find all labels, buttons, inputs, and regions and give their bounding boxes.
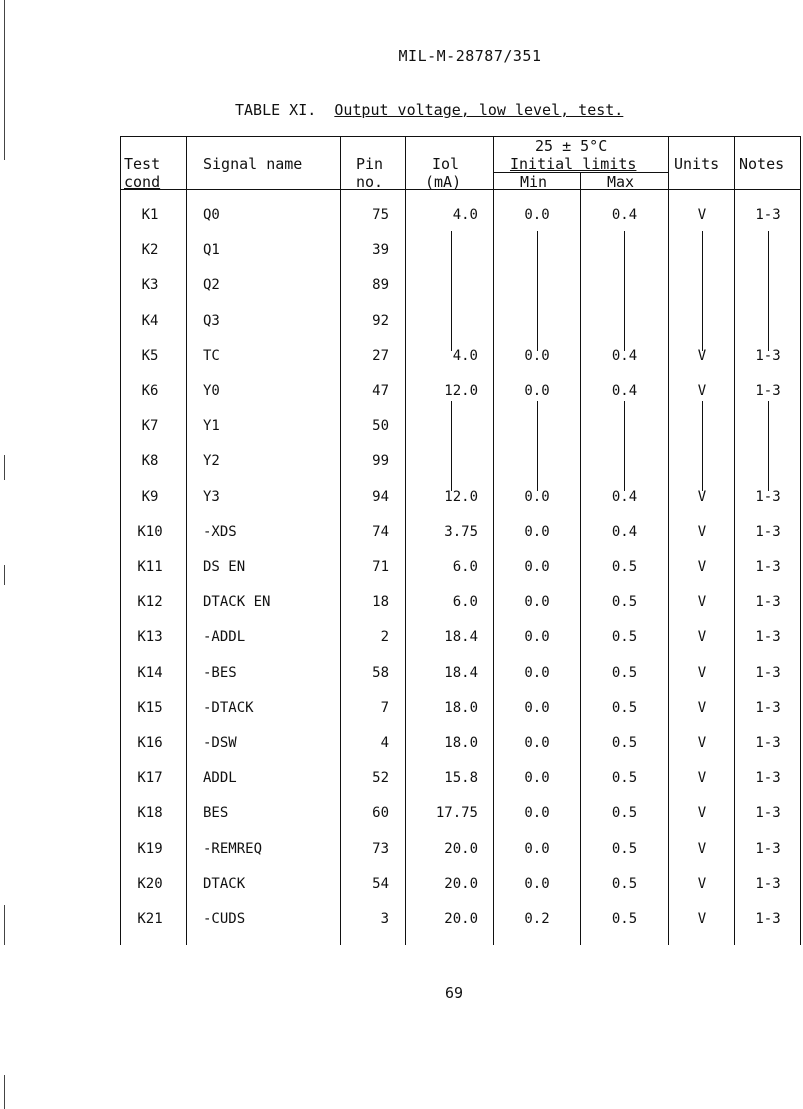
grid-line (120, 136, 121, 945)
cell-max: 0.5 (611, 700, 638, 716)
cell-max: 0.5 (611, 911, 638, 927)
cell-signal-name: -REMREQ (203, 841, 263, 857)
scan-artifact (4, 905, 5, 945)
cell-max: 0.5 (611, 770, 638, 786)
cell-signal-name: DS EN (203, 559, 246, 575)
grid-line (493, 136, 494, 945)
header-pin-line1: Pin (356, 155, 384, 173)
cell-pin-no: 73 (372, 841, 389, 857)
cell-min: 0.0 (524, 876, 550, 892)
header-pin-line2: no. (356, 173, 384, 191)
cell-notes: 1-3 (755, 911, 781, 927)
header-units: Units (674, 155, 720, 173)
cell-iol: 18.0 (444, 735, 478, 751)
cell-iol: 18.0 (444, 700, 478, 716)
cell-units: V (697, 911, 707, 927)
cell-pin-no: 75 (372, 207, 389, 223)
cell-pin-no: 58 (372, 665, 389, 681)
header-test-line1: Test (124, 155, 161, 173)
cell-signal-name: Q0 (203, 207, 220, 223)
cell-units: V (697, 207, 707, 223)
cell-min: 0.0 (524, 805, 550, 821)
continuation-line (768, 401, 769, 491)
cell-notes: 1-3 (755, 770, 781, 786)
cell-pin-no: 47 (372, 383, 389, 399)
cell-units: V (697, 735, 707, 751)
cell-signal-name: ADDL (203, 770, 237, 786)
cell-units: V (697, 383, 707, 399)
scan-artifact (4, 0, 5, 160)
cell-max: 0.5 (611, 665, 638, 681)
continuation-line (624, 231, 625, 351)
cell-min: 0.0 (524, 348, 550, 364)
cell-test-cond: K18 (137, 805, 163, 821)
cell-units: V (697, 348, 707, 364)
page-number: 69 (445, 984, 464, 1002)
cell-test-cond: K9 (141, 489, 159, 505)
cell-min: 0.0 (524, 629, 550, 645)
scan-artifact (4, 565, 5, 585)
cell-test-cond: K4 (141, 313, 159, 329)
cell-test-cond: K17 (137, 770, 163, 786)
cell-units: V (697, 700, 707, 716)
cell-units: V (697, 629, 707, 645)
cell-pin-no: 39 (372, 242, 389, 258)
cell-units: V (697, 805, 707, 821)
cell-max: 0.5 (611, 735, 638, 751)
cell-iol: 20.0 (444, 876, 478, 892)
cell-signal-name: DTACK (203, 876, 246, 892)
cell-iol: 3.75 (444, 524, 478, 540)
cell-max: 0.4 (611, 207, 638, 223)
grid-line (186, 136, 187, 945)
grid-line (405, 136, 406, 945)
header-initial-limits: Initial limits (510, 155, 637, 173)
cell-units: V (697, 770, 707, 786)
cell-test-cond: K21 (137, 911, 163, 927)
cell-iol: 17.75 (435, 805, 478, 821)
cell-pin-no: 2 (380, 629, 389, 645)
cell-signal-name: Y3 (203, 489, 220, 505)
cell-notes: 1-3 (755, 207, 781, 223)
header-signal-name: Signal name (203, 155, 303, 173)
header-max: Max (607, 173, 635, 191)
cell-signal-name: BES (203, 805, 229, 821)
grid-line (120, 136, 801, 137)
continuation-line (451, 401, 452, 491)
cell-test-cond: K1 (141, 207, 159, 223)
cell-iol: 6.0 (452, 559, 478, 575)
header-temperature: 25 ± 5°C (535, 137, 608, 155)
cell-signal-name: -DTACK (203, 700, 254, 716)
cell-min: 0.0 (524, 559, 550, 575)
cell-signal-name: -XDS (203, 524, 237, 540)
cell-pin-no: 4 (380, 735, 389, 751)
cell-signal-name: -BES (203, 665, 237, 681)
grid-line (734, 136, 735, 945)
scan-artifact (4, 1075, 5, 1109)
cell-pin-no: 50 (372, 418, 389, 434)
cell-signal-name: Y1 (203, 418, 220, 434)
continuation-line (624, 401, 625, 491)
cell-signal-name: Y0 (203, 383, 220, 399)
cell-iol: 18.4 (444, 629, 478, 645)
cell-signal-name: Y2 (203, 453, 220, 469)
cell-units: V (697, 559, 707, 575)
cell-signal-name: Q3 (203, 313, 220, 329)
cell-iol: 20.0 (444, 911, 478, 927)
grid-line (668, 136, 669, 945)
cell-pin-no: 71 (372, 559, 389, 575)
cell-signal-name: -DSW (203, 735, 237, 751)
cell-units: V (697, 489, 707, 505)
header-min: Min (520, 173, 548, 191)
cell-min: 0.0 (524, 207, 550, 223)
cell-max: 0.4 (611, 348, 638, 364)
cell-pin-no: 7 (380, 700, 389, 716)
cell-max: 0.4 (611, 383, 638, 399)
cell-min: 0.0 (524, 770, 550, 786)
cell-test-cond: K11 (137, 559, 163, 575)
cell-pin-no: 92 (372, 313, 389, 329)
scan-artifact (4, 455, 5, 480)
cell-test-cond: K12 (137, 594, 163, 610)
continuation-line (768, 231, 769, 351)
cell-notes: 1-3 (755, 559, 781, 575)
cell-notes: 1-3 (755, 348, 781, 364)
cell-notes: 1-3 (755, 524, 781, 540)
header-iol-line2: (mA) (425, 173, 462, 191)
cell-iol: 4.0 (452, 207, 478, 223)
cell-test-cond: K8 (141, 453, 159, 469)
cell-pin-no: 3 (380, 911, 389, 927)
cell-notes: 1-3 (755, 629, 781, 645)
cell-units: V (697, 665, 707, 681)
cell-test-cond: K6 (141, 383, 159, 399)
cell-notes: 1-3 (755, 841, 781, 857)
cell-max: 0.5 (611, 559, 638, 575)
cell-max: 0.5 (611, 594, 638, 610)
cell-max: 0.5 (611, 805, 638, 821)
cell-iol: 15.8 (444, 770, 478, 786)
cell-iol: 4.0 (452, 348, 478, 364)
cell-test-cond: K5 (141, 348, 159, 364)
cell-iol: 18.4 (444, 665, 478, 681)
continuation-line (537, 401, 538, 491)
cell-pin-no: 60 (372, 805, 389, 821)
cell-test-cond: K19 (137, 841, 163, 857)
cell-min: 0.0 (524, 524, 550, 540)
document-header: MIL-M-28787/351 (398, 47, 542, 65)
cell-pin-no: 74 (372, 524, 389, 540)
table-label: TABLE XI. (235, 101, 317, 119)
cell-max: 0.5 (611, 876, 638, 892)
cell-min: 0.0 (524, 841, 550, 857)
cell-units: V (697, 876, 707, 892)
cell-min: 0.0 (524, 665, 550, 681)
cell-pin-no: 27 (372, 348, 389, 364)
cell-notes: 1-3 (755, 594, 781, 610)
cell-test-cond: K16 (137, 735, 163, 751)
cell-test-cond: K20 (137, 876, 163, 892)
cell-units: V (697, 594, 707, 610)
cell-signal-name: -CUDS (203, 911, 246, 927)
continuation-line (702, 231, 703, 351)
cell-iol: 12.0 (444, 489, 478, 505)
cell-test-cond: K7 (141, 418, 159, 434)
cell-test-cond: K14 (137, 665, 163, 681)
cell-max: 0.4 (611, 489, 638, 505)
cell-signal-name: DTACK EN (203, 594, 271, 610)
table-title-block (235, 101, 623, 119)
cell-test-cond: K13 (137, 629, 163, 645)
cell-signal-name: TC (203, 348, 220, 364)
header-test-line2: cond (124, 173, 161, 191)
cell-test-cond: K15 (137, 700, 163, 716)
cell-iol: 6.0 (452, 594, 478, 610)
cell-pin-no: 18 (372, 594, 389, 610)
cell-notes: 1-3 (755, 700, 781, 716)
cell-min: 0.0 (524, 489, 550, 505)
continuation-line (537, 231, 538, 351)
cell-notes: 1-3 (755, 489, 781, 505)
cell-pin-no: 54 (372, 876, 389, 892)
cell-min: 0.2 (524, 911, 550, 927)
cell-iol: 12.0 (444, 383, 478, 399)
cell-pin-no: 89 (372, 277, 389, 293)
header-iol-line1: Iol (432, 155, 460, 173)
cell-notes: 1-3 (755, 805, 781, 821)
cell-pin-no: 99 (372, 453, 389, 469)
cell-iol: 20.0 (444, 841, 478, 857)
cell-min: 0.0 (524, 594, 550, 610)
cell-test-cond: K2 (141, 242, 159, 258)
grid-line (800, 136, 801, 945)
cell-notes: 1-3 (755, 383, 781, 399)
cell-min: 0.0 (524, 735, 550, 751)
cell-max: 0.5 (611, 629, 638, 645)
cell-signal-name: -ADDL (203, 629, 246, 645)
cell-notes: 1-3 (755, 876, 781, 892)
cell-test-cond: K10 (137, 524, 163, 540)
table-title: Output voltage, low level, test. (334, 101, 624, 119)
cell-pin-no: 52 (372, 770, 389, 786)
cell-pin-no: 94 (372, 489, 389, 505)
continuation-line (451, 231, 452, 351)
cell-min: 0.0 (524, 700, 550, 716)
cell-notes: 1-3 (755, 665, 781, 681)
header-notes: Notes (739, 155, 785, 173)
cell-min: 0.0 (524, 383, 550, 399)
cell-units: V (697, 524, 707, 540)
cell-test-cond: K3 (141, 277, 159, 293)
cell-units: V (697, 841, 707, 857)
cell-max: 0.4 (611, 524, 638, 540)
continuation-line (702, 401, 703, 491)
cell-signal-name: Q1 (203, 242, 220, 258)
cell-max: 0.5 (611, 841, 638, 857)
cell-signal-name: Q2 (203, 277, 220, 293)
cell-notes: 1-3 (755, 735, 781, 751)
